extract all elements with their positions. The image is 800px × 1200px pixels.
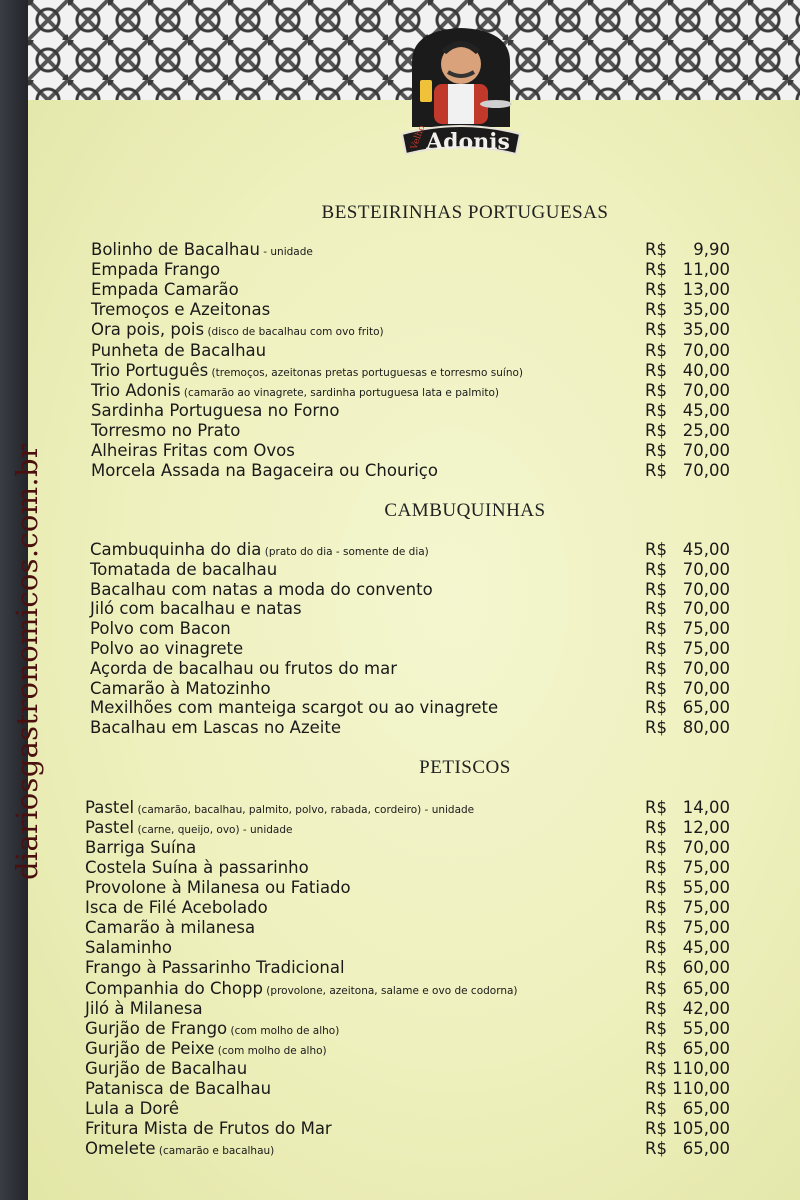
item-title: Polvo com Bacon <box>90 619 231 639</box>
menu-item-name <box>85 1079 271 1098</box>
item-title: Bacalhau com natas a moda do convento <box>90 579 433 599</box>
menu-item-name <box>91 441 295 460</box>
item-price: 70,00 <box>682 599 730 619</box>
menu-item-name <box>91 240 313 259</box>
menu-item-name <box>90 619 231 638</box>
menu-item <box>0 361 800 381</box>
currency-symbol: R$ <box>645 400 667 420</box>
item-price: 9,90 <box>693 240 730 259</box>
item-note: (carne, queijo, ovo) - unidade <box>134 824 293 836</box>
item-price: 65,00 <box>682 1138 730 1158</box>
item-price: 11,00 <box>682 260 730 280</box>
menu-item <box>0 918 800 938</box>
item-title: Omelete <box>85 1138 156 1158</box>
menu-item <box>0 461 800 481</box>
currency-symbol: R$ <box>645 1038 667 1058</box>
currency-symbol: R$ <box>645 1018 667 1038</box>
item-price: 70,00 <box>682 340 730 360</box>
item-price: 70,00 <box>682 441 730 460</box>
item-title: Camarão à milanesa <box>85 918 256 938</box>
item-price: 65,00 <box>682 1098 730 1118</box>
menu-item-name <box>85 1019 339 1038</box>
item-note: (prato do dia - somente de dia) <box>261 546 429 558</box>
item-price: 55,00 <box>682 878 730 898</box>
currency-symbol: R$ <box>645 619 667 639</box>
currency-symbol: R$ <box>645 280 667 300</box>
item-price: 14,00 <box>682 798 730 817</box>
item-price: 70,00 <box>682 461 730 481</box>
menu-item <box>0 858 800 878</box>
menu-item-name <box>90 580 433 599</box>
currency-symbol: R$ <box>645 540 667 559</box>
currency-symbol: R$ <box>645 639 667 658</box>
currency-symbol: R$ <box>645 320 667 340</box>
item-price: 45,00 <box>682 938 730 958</box>
menu-item-name <box>85 1059 247 1078</box>
menu-item-name <box>90 659 397 678</box>
menu-item-name <box>85 878 351 897</box>
item-title: Camarão à Matozinho <box>90 678 271 698</box>
brand-name-text: Adonis <box>426 129 510 155</box>
menu-item-name <box>85 938 172 957</box>
item-title: Bacalhau em Lascas no Azeite <box>90 718 341 738</box>
item-title: Empada Frango <box>91 260 221 280</box>
menu-item <box>0 938 800 958</box>
menu-item <box>0 1059 800 1079</box>
item-note: (camarão e bacalhau) <box>155 1144 275 1157</box>
menu-item-name <box>85 1139 274 1158</box>
currency-symbol: R$ <box>645 718 667 738</box>
item-title: Gurjão de Peixe <box>85 1038 215 1058</box>
menu-item <box>0 260 800 280</box>
item-title: Pastel <box>85 818 135 837</box>
item-title: Polvo ao vinagrete <box>90 639 244 658</box>
item-title: Tomatada de bacalhau <box>90 559 278 579</box>
currency-symbol: R$ <box>645 938 667 958</box>
item-price: 70,00 <box>682 838 730 858</box>
item-title: Trio Adonis <box>91 380 181 400</box>
currency-symbol: R$ <box>645 461 667 481</box>
currency-symbol: R$ <box>645 1118 667 1138</box>
menu-item <box>0 1099 800 1119</box>
menu-item-name <box>85 818 292 837</box>
item-title: Cambuquinha do dia <box>90 540 262 559</box>
currency-symbol: R$ <box>645 998 667 1018</box>
menu-item-name <box>85 838 196 857</box>
menu-item <box>0 280 800 300</box>
menu-item <box>0 679 800 699</box>
item-note: - unidade <box>259 246 313 258</box>
menu-item <box>0 718 800 738</box>
item-price: 25,00 <box>682 420 730 440</box>
section-title: PETISCOS <box>419 757 511 778</box>
menu-item-name <box>90 560 277 579</box>
menu-item-name <box>91 421 240 440</box>
item-title: Isca de Filé Acebolado <box>85 898 268 918</box>
menu-item <box>0 798 800 818</box>
currency-symbol: R$ <box>645 1138 667 1158</box>
currency-symbol: R$ <box>645 340 667 360</box>
restaurant-logo <box>392 22 530 172</box>
currency-symbol: R$ <box>645 240 667 259</box>
item-title: Gurjão de Frango <box>85 1018 228 1038</box>
currency-symbol: R$ <box>645 559 667 579</box>
menu-item <box>0 818 800 838</box>
menu-item <box>0 1079 800 1099</box>
menu-item <box>0 1039 800 1059</box>
item-note: (camarão ao vinagrete, sardinha portuguesa lata e palmito) <box>180 386 500 399</box>
item-note: (provolone, azeitona, salame e ovo de codorna) <box>262 984 518 997</box>
menu-item-name <box>85 798 474 817</box>
currency-symbol: R$ <box>645 818 667 837</box>
item-title: Salaminho <box>85 938 172 958</box>
item-price: 75,00 <box>682 918 730 938</box>
item-title: Ora pois, pois <box>91 320 205 340</box>
item-price: 35,00 <box>682 320 730 340</box>
menu-item <box>0 560 800 580</box>
menu-item-name <box>85 918 255 937</box>
currency-symbol: R$ <box>645 1098 667 1118</box>
currency-symbol: R$ <box>645 678 667 698</box>
currency-symbol: R$ <box>645 1078 667 1098</box>
menu-item-name <box>91 361 523 380</box>
item-title: Alheiras Fritas com Ovos <box>91 441 295 460</box>
item-price: 70,00 <box>682 380 730 400</box>
item-price: 75,00 <box>682 858 730 878</box>
item-price: 75,00 <box>682 898 730 918</box>
menu-item <box>0 1139 800 1159</box>
item-title: Açorda de bacalhau ou frutos do mar <box>90 658 398 678</box>
menu-item <box>0 838 800 858</box>
item-title: Jiló à Milanesa <box>85 998 203 1018</box>
menu-item-name <box>85 999 203 1018</box>
currency-symbol: R$ <box>645 579 667 599</box>
section-title: CAMBUQUINHAS <box>384 500 546 521</box>
item-price: 12,00 <box>682 818 730 837</box>
item-price: 110,00 <box>672 1058 730 1078</box>
item-title: Costela Suína à passarinho <box>85 858 309 878</box>
menu-item <box>0 441 800 461</box>
currency-symbol: R$ <box>645 978 667 998</box>
menu-item <box>0 540 800 560</box>
menu-item <box>0 580 800 600</box>
item-title: Barriga Suína <box>85 838 197 858</box>
item-note: (com molho de alho) <box>214 1044 327 1057</box>
item-price: 65,00 <box>682 698 730 718</box>
item-title: Mexilhões com manteiga scargot ou ao vinagrete <box>90 698 499 718</box>
currency-symbol: R$ <box>645 918 667 938</box>
menu-item <box>0 300 800 320</box>
menu-item <box>0 878 800 898</box>
item-price: 70,00 <box>682 678 730 698</box>
menu-item <box>0 1019 800 1039</box>
item-price: 80,00 <box>682 718 730 738</box>
menu-item <box>0 639 800 659</box>
currency-symbol: R$ <box>645 599 667 619</box>
item-note: (com molho de alho) <box>227 1024 340 1037</box>
currency-symbol: R$ <box>645 958 667 978</box>
menu-item <box>0 341 800 361</box>
menu-item-name <box>91 300 270 319</box>
item-price: 65,00 <box>682 1038 730 1058</box>
menu-item <box>0 958 800 978</box>
item-title: Gurjão de Bacalhau <box>85 1058 248 1078</box>
menu-item-name <box>85 979 518 998</box>
currency-symbol: R$ <box>645 1058 667 1078</box>
menu-item <box>0 599 800 619</box>
item-price: 105,00 <box>672 1118 730 1138</box>
section-title: BESTEIRINHAS PORTUGUESAS <box>321 202 609 223</box>
item-note: (camarão, bacalhau, palmito, polvo, rabada, cordeiro) - unidade <box>134 804 475 816</box>
item-title: Tremoços e Azeitonas <box>91 300 271 320</box>
currency-symbol: R$ <box>645 360 667 380</box>
item-title: Trio Português <box>91 360 209 380</box>
menu-item-name <box>90 718 341 737</box>
item-price: 45,00 <box>682 400 730 420</box>
item-note: (tremoços, azeitonas pretas portuguesas e torresmo suíno) <box>208 366 524 379</box>
currency-symbol: R$ <box>645 380 667 400</box>
item-title: Frango à Passarinho Tradicional <box>85 958 345 978</box>
menu-item-name <box>85 1119 332 1138</box>
menu-item-name <box>91 461 438 480</box>
item-note: (disco de bacalhau com ovo frito) <box>204 326 384 339</box>
item-title: Provolone à Milanesa ou Fatiado <box>85 878 351 898</box>
item-price: 75,00 <box>682 639 730 658</box>
watermark: diariosgastronomicos.com.br <box>10 444 44 880</box>
item-title: Lula a Dorê <box>85 1098 180 1118</box>
item-title: Patanisca de Bacalhau <box>85 1078 272 1098</box>
item-price: 70,00 <box>682 658 730 678</box>
item-price: 60,00 <box>682 958 730 978</box>
menu-item <box>0 659 800 679</box>
item-title: Torresmo no Prato <box>91 420 241 440</box>
menu-item-name <box>91 401 339 420</box>
menu-item-name <box>85 1099 179 1118</box>
item-price: 42,00 <box>682 998 730 1018</box>
item-title: Jiló com bacalhau e natas <box>90 599 302 619</box>
menu-item-name <box>90 698 498 717</box>
menu-item <box>0 421 800 441</box>
menu-item-name <box>91 341 266 360</box>
item-title: Companhia do Chopp <box>85 978 263 998</box>
currency-symbol: R$ <box>645 441 667 460</box>
item-title: Empada Camarão <box>91 280 239 300</box>
item-price: 35,00 <box>682 300 730 320</box>
menu-item-name <box>85 898 268 917</box>
menu-item <box>0 999 800 1019</box>
item-title: Sardinha Portuguesa no Forno <box>91 400 340 420</box>
item-title: Fritura Mista de Frutos do Mar <box>85 1118 332 1138</box>
menu-item <box>0 979 800 999</box>
menu-item-name <box>90 679 271 698</box>
item-price: 70,00 <box>682 579 730 599</box>
menu-item <box>0 240 800 260</box>
currency-symbol: R$ <box>645 420 667 440</box>
item-price: 13,00 <box>682 280 730 300</box>
menu-item <box>0 1119 800 1139</box>
menu-item <box>0 320 800 340</box>
menu-item-name <box>85 1039 327 1058</box>
item-price: 65,00 <box>682 978 730 998</box>
currency-symbol: R$ <box>645 798 667 817</box>
item-title: Morcela Assada na Bagaceira ou Chouriço <box>91 461 438 481</box>
currency-symbol: R$ <box>645 898 667 918</box>
menu-item <box>0 619 800 639</box>
menu-item <box>0 898 800 918</box>
item-price: 40,00 <box>682 360 730 380</box>
menu-item-name <box>91 280 239 299</box>
item-price: 70,00 <box>682 559 730 579</box>
menu-item <box>0 698 800 718</box>
menu-item-name <box>91 381 499 400</box>
menu-item <box>0 401 800 421</box>
menu-item-name <box>90 599 302 618</box>
currency-symbol: R$ <box>645 878 667 898</box>
currency-symbol: R$ <box>645 698 667 718</box>
menu-item <box>0 381 800 401</box>
currency-symbol: R$ <box>645 300 667 320</box>
item-price: 55,00 <box>682 1018 730 1038</box>
menu-item-name <box>85 958 345 977</box>
currency-symbol: R$ <box>645 858 667 878</box>
item-price: 75,00 <box>682 619 730 639</box>
item-title: Pastel <box>85 798 135 817</box>
item-price: 45,00 <box>682 540 730 559</box>
menu-item-name <box>90 639 243 658</box>
item-title: Bolinho de Bacalhau <box>91 240 260 259</box>
item-title: Punheta de Bacalhau <box>91 340 267 360</box>
menu-item-name <box>91 320 384 339</box>
currency-symbol: R$ <box>645 838 667 858</box>
menu-item-name <box>85 858 309 877</box>
menu-item-name <box>90 540 429 559</box>
currency-symbol: R$ <box>645 658 667 678</box>
currency-symbol: R$ <box>645 260 667 280</box>
menu-item-name <box>91 260 220 279</box>
brand-sub-text: Velho <box>409 124 428 152</box>
item-price: 110,00 <box>672 1078 730 1098</box>
